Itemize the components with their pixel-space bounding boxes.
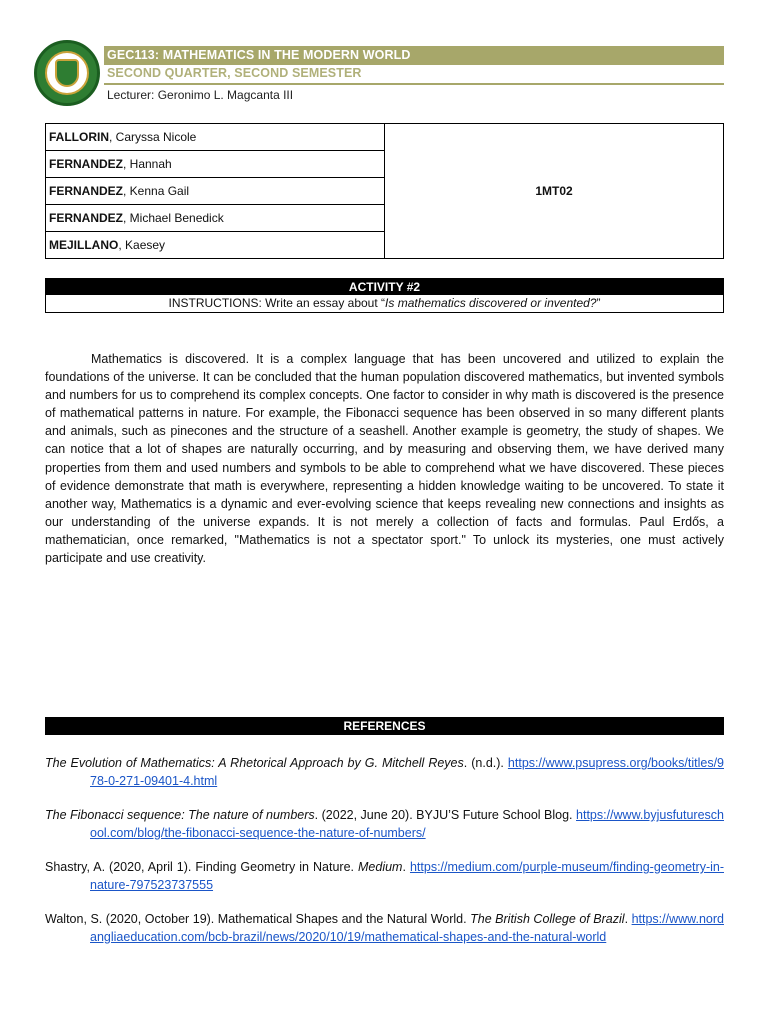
reference-post: . — [624, 912, 629, 926]
reference-title: Medium — [358, 860, 403, 874]
member-given-name: , Kaesey — [118, 238, 166, 252]
course-title: GEC113: MATHEMATICS IN THE MODERN WORLD — [104, 46, 724, 65]
activity-title: ACTIVITY #2 — [46, 279, 723, 295]
member-name-cell — [46, 205, 385, 232]
reference-entry — [45, 911, 724, 946]
reference-pre: Shastry, A. (2020, April 1). Finding Geometry in Nature. — [45, 860, 359, 874]
member-surname: MEJILLANO — [49, 238, 119, 252]
reference-link[interactable]: https://medium.com/purple-museum/finding-geometry-in-nature-797523737555 — [90, 860, 724, 892]
activity-instructions — [46, 295, 723, 312]
essay-body: Mathematics is discovered. It is a complex language that has been uncovered and utilized to explain the foundations of the universe. It can be concluded that the human population discovered mathematics, but invented symbols and numbers for us to comprehend its complex concepts. One factor to consider in why math is discovered is the presence of mathematical patterns in nature. For example, the Fibonacci sequence has been observed in so many different plants and animals, such as pinecones and the structure of a seashell. Another example is geometry, the study of shapes. We can notice that a lot of shapes are naturally occurring, and by measuring and observing them, we have derived many properties from them and used numbers and symbols to be able to comprehend what we have discovered. These pieces of evidence demonstrate that math is everywhere, representing a hidden knowledge waiting to be uncovered. To state it another way, Mathematics is a dynamic and ever-evolving science that keeps revealing new connections and insights as our understanding of the universe expands. It is not merely a collection of facts and formulas. Paul Erdős, a mathematician, once remarked, "Mathematics is not a spectator sport." To unlock its mysteries, one must actively participate and use creativity. — [45, 352, 724, 566]
member-name-cell — [46, 178, 385, 205]
reference-link[interactable]: https://www.psupress.org/books/titles/978-0-271-09401-4.html — [90, 756, 724, 788]
header-divider — [104, 83, 724, 85]
seal-shield-icon — [55, 59, 79, 87]
member-given-name: , Hannah — [123, 157, 172, 171]
reference-title: The Fibonacci sequence: The nature of numbers — [45, 808, 315, 822]
reference-pre: Walton, S. (2020, October 19). Mathematical Shapes and the Natural World. — [45, 912, 471, 926]
reference-title: The Evolution of Mathematics: A Rhetorical Approach by G. Mitchell Reyes — [45, 756, 464, 770]
reference-link[interactable]: https://www.nordangliaeducation.com/bcb-brazil/news/2020/10/19/mathematical-shapes-and-the-natural-world — [90, 912, 724, 944]
member-surname: FALLORIN — [49, 130, 109, 144]
seal-inner-ring — [45, 51, 89, 95]
group-members-table — [45, 123, 724, 259]
member-name-cell — [46, 151, 385, 178]
reference-post: . — [402, 860, 406, 874]
reference-link[interactable]: https://www.byjusfutureschool.com/blog/the-fibonacci-sequence-the-nature-of-numbers/ — [90, 808, 724, 840]
member-surname: FERNANDEZ — [49, 184, 123, 198]
section-code: 1MT02 — [385, 124, 724, 259]
member-surname: FERNANDEZ — [49, 211, 123, 225]
instructions-prefix: INSTRUCTIONS: Write an essay about “ — [168, 296, 386, 310]
reference-post: . (n.d.). — [463, 756, 504, 770]
university-seal-logo — [34, 40, 100, 106]
member-given-name: , Kenna Gail — [123, 184, 190, 198]
member-surname: FERNANDEZ — [49, 157, 123, 171]
reference-post: . (2022, June 20). BYJU’S Future School Blog. — [314, 808, 573, 822]
term-subtitle: SECOND QUARTER, SECOND SEMESTER — [107, 66, 362, 80]
instructions-suffix: ” — [596, 296, 601, 310]
references-heading: REFERENCES — [45, 717, 724, 735]
member-name-cell — [46, 124, 385, 151]
references-list — [45, 755, 724, 963]
reference-title: The British College of Brazil — [470, 912, 625, 926]
member-name-cell — [46, 232, 385, 259]
lecturer-name: Lecturer: Geronimo L. Magcanta III — [107, 88, 294, 102]
member-given-name: , Caryssa Nicole — [109, 130, 197, 144]
member-row — [46, 124, 724, 151]
reference-entry — [45, 755, 724, 790]
reference-entry — [45, 859, 724, 894]
member-given-name: , Michael Benedick — [123, 211, 224, 225]
reference-entry — [45, 807, 724, 842]
activity-box — [45, 278, 724, 313]
instructions-topic: Is mathematics discovered or invented? — [385, 296, 597, 310]
